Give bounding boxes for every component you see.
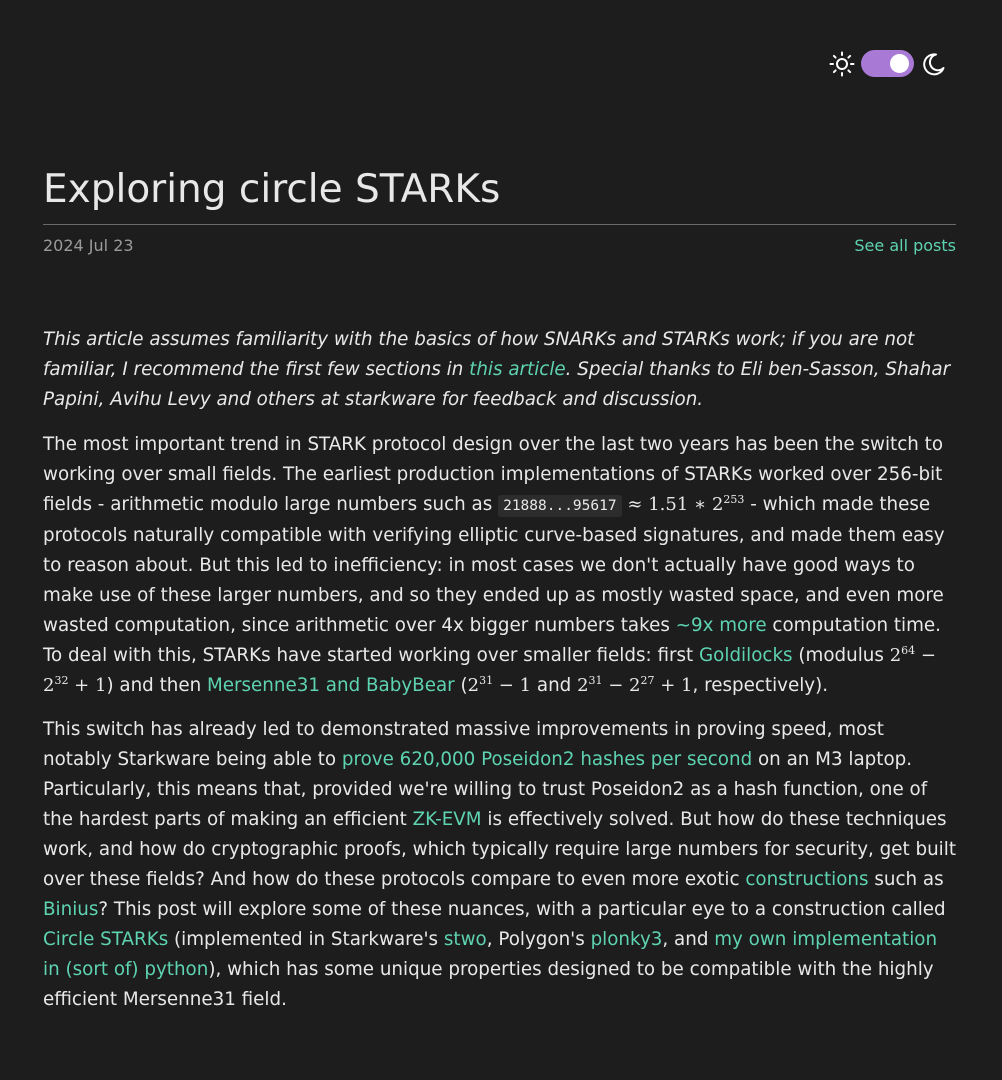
stwo-link[interactable]: stwo — [443, 929, 487, 950]
paragraph-2 — [43, 430, 956, 701]
theme-switch[interactable] — [861, 50, 914, 77]
text: and — [531, 675, 578, 696]
post-date: 2024 Jul 23 — [43, 236, 134, 255]
poseidon2-hashes-link[interactable]: prove 620,000 Poseidon2 hashes per second — [341, 749, 753, 770]
zk-evm-link[interactable]: ZK-EVM — [412, 809, 482, 830]
circle-starks-link[interactable]: Circle STARKs — [43, 929, 169, 950]
text: ), which has some unique properties designed to be compatible with the highly efficient Mersenne31 field. — [43, 959, 934, 1010]
mersenne31-babybear-link[interactable]: Mersenne31 and BabyBear — [206, 675, 455, 696]
constructions-link[interactable]: constructions — [745, 869, 869, 890]
text: is effectively solved. But how do these techniques work, and how do cryptographic proofs, which typically require large numbers for security, get built over these fields? And how do these protocols compare to even more exotic — [43, 809, 956, 890]
text: The most important trend in STARK protocol design over the last two years has been the switch to working over small fields. The earliest production implementations of STARKs worked over 256-bit fields - arithmetic modulo large numbers such as — [43, 434, 944, 515]
text: ) and then — [106, 675, 207, 696]
inline-code: 21888...95617 — [498, 495, 622, 517]
see-all-posts-link[interactable]: See all posts — [854, 236, 956, 255]
text: ( — [454, 675, 468, 696]
math: $2^{31} - 2^{27} + 1$ — [577, 674, 693, 696]
page-title: Exploring circle STARKs — [43, 166, 956, 225]
math: ≈ 1.51 ∗ $2^{253}$ — [627, 493, 745, 515]
text: , and — [662, 929, 715, 950]
python-implementation-link[interactable]: my own implementation in (sort of) python — [43, 929, 938, 980]
text: ? This post will explore some of these nuances, with a particular eye to a construction called — [98, 899, 946, 920]
text: on an M3 laptop. Particularly, this means that, provided we're willing to trust Poseidon2 as a hash function, one of the hardest parts of making an efficient — [43, 749, 928, 830]
post-header — [43, 166, 956, 257]
this-article-link[interactable]: this article — [469, 359, 566, 380]
article-body — [43, 325, 956, 1029]
switch-knob — [890, 54, 909, 73]
text: This article assumes familiarity with the basics of how SNARKs and STARKs work; if you are not familiar, I recommend the first few sections in — [43, 329, 915, 380]
binius-link[interactable]: Binius — [43, 899, 99, 920]
math: $2^{31} - 1$ — [467, 674, 532, 696]
theme-toggle[interactable] — [829, 50, 946, 77]
plonky3-link[interactable]: plonky3 — [590, 929, 663, 950]
text: computation time. To deal with this, STARKs have started working over smaller fields: first — [43, 615, 941, 666]
intro-paragraph — [43, 325, 956, 415]
text: , Polygon's — [486, 929, 591, 950]
text: - which made these protocols naturally compatible with verifying elliptic curve-based signatures, and made them easy to reason about. But this led to inefficiency: in most cases we don't actually have good ways to make use of these larger numbers, and so they ended up as mostly wasted space, and even more wasted computation, since arithmetic over 4x bigger numbers takes — [43, 494, 945, 636]
sun-icon — [829, 51, 855, 77]
text: such as — [868, 869, 944, 890]
text: (implemented in Starkware's — [168, 929, 444, 950]
goldilocks-link[interactable]: Goldilocks — [699, 645, 793, 666]
text: . Special thanks to Eli ben-Sasson, Shahar Papini, Avihu Levy and others at starkware for feedback and discussion. — [43, 359, 951, 410]
moon-icon — [920, 51, 946, 77]
math: $2^{64} - 2^{32} + 1$ — [43, 644, 936, 696]
paragraph-3 — [43, 715, 956, 1015]
text: , respectively). — [692, 675, 829, 696]
9x-more-link[interactable]: ~9x more — [675, 615, 767, 636]
post-meta — [43, 235, 956, 257]
text: (modulus — [792, 645, 890, 666]
text: This switch has already led to demonstrated massive improvements in proving speed, most notably Starkware being able to — [43, 719, 884, 770]
